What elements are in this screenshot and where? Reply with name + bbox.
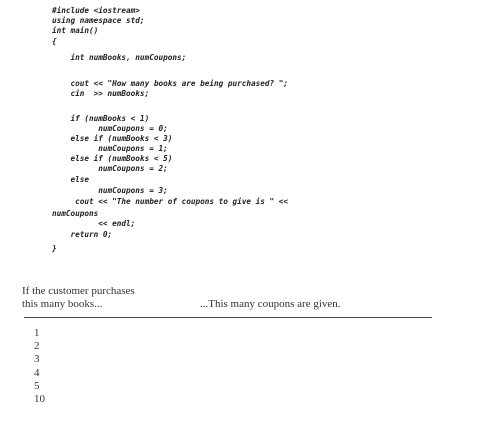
books-count: 1: [34, 327, 40, 339]
code-line: {: [52, 37, 57, 46]
code-line: if (numBooks < 1): [52, 114, 150, 123]
books-count: 3: [34, 353, 40, 366]
code-line: << endl;: [52, 219, 136, 228]
books-count: 10: [34, 392, 45, 405]
code-line: int numBooks, numCoupons;: [52, 53, 187, 62]
code-line: cin >> numBooks;: [52, 89, 150, 98]
code-line: cout << "The number of coupons to give is " <<: [52, 197, 289, 206]
code-line: numCoupons = 1;: [52, 144, 168, 153]
code-line: else: [52, 175, 90, 184]
code-line: using namespace std;: [52, 16, 145, 25]
code-line: numCoupons = 2;: [52, 164, 168, 173]
code-line: else if (numBooks < 5): [52, 154, 173, 163]
code-line: }: [52, 244, 57, 253]
books-count: 4: [34, 366, 40, 379]
code-line: #include <iostream>: [52, 6, 140, 15]
books-count: 2: [34, 340, 40, 353]
code-line: numCoupons = 0;: [52, 124, 168, 133]
code-line: return 0;: [52, 230, 113, 239]
table-rule: [24, 317, 432, 318]
code-line: numCoupons: [52, 209, 99, 218]
header-left-line1: If the customer purchases: [22, 285, 135, 297]
header-left-line2: this many books...: [22, 298, 103, 310]
code-line: cout << "How many books are being purchased? ";: [52, 79, 289, 88]
books-column: [34, 327, 45, 406]
header-right: ...This many coupons are given.: [200, 298, 341, 310]
code-line: int main(): [52, 26, 99, 35]
books-count: 5: [34, 379, 40, 392]
code-line: else if (numBooks < 3): [52, 134, 173, 143]
code-line: numCoupons = 3;: [52, 186, 168, 195]
